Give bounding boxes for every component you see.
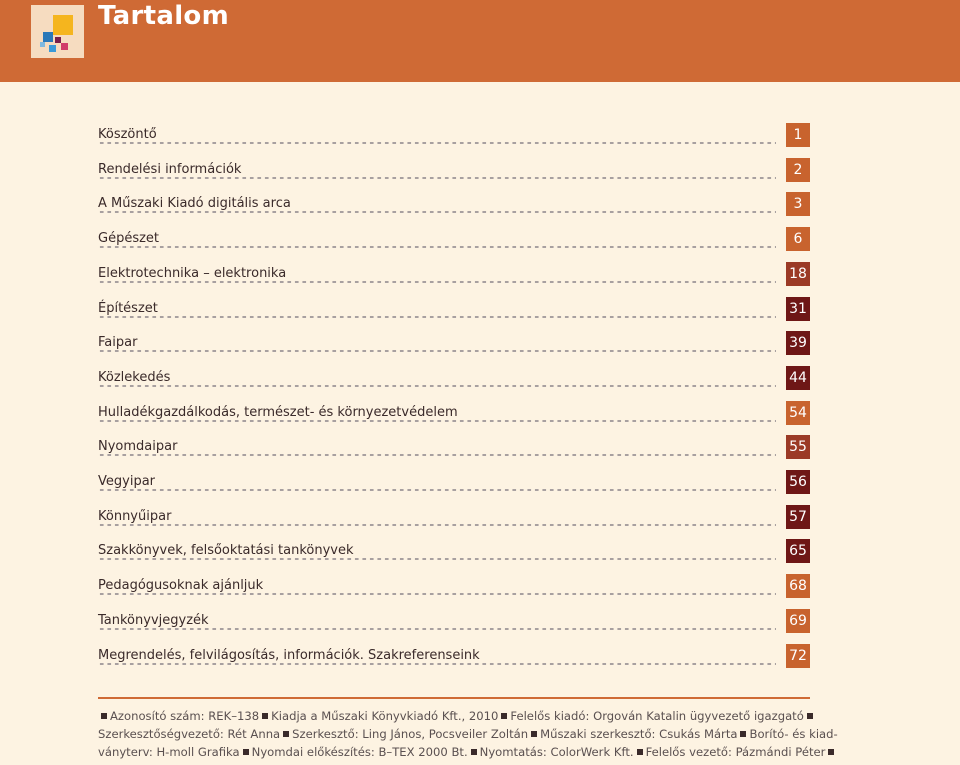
bullet-square-icon <box>740 731 746 737</box>
toc-row[interactable] <box>98 500 810 534</box>
imprint-item: Szerkesztőségvezető: Rét Anna <box>98 727 281 741</box>
toc-row[interactable] <box>98 534 810 568</box>
toc-row[interactable] <box>98 639 810 673</box>
bullet-square-icon <box>262 713 268 719</box>
page-number-badge: 18 <box>786 262 810 286</box>
toc-entry-label: Építészet <box>98 301 161 316</box>
imprint-item: Kiadja a Műszaki Könyvkiadó Kft., 2010 <box>271 709 499 723</box>
bullet-square-icon <box>101 713 107 719</box>
imprint-item: Borító- és kiad- <box>749 727 838 741</box>
toc-row[interactable] <box>98 465 810 499</box>
dot-leader <box>98 489 776 491</box>
page-number-badge: 57 <box>786 505 810 529</box>
imprint-line <box>98 707 810 725</box>
toc-entry-label: Gépészet <box>98 231 162 246</box>
bullet-square-icon <box>807 713 813 719</box>
dot-leader <box>98 211 776 213</box>
page-number-badge: 56 <box>786 470 810 494</box>
toc-row[interactable] <box>98 222 810 256</box>
publisher-logo-icon <box>31 5 84 58</box>
imprint-line <box>98 725 838 743</box>
page-number-badge: 3 <box>786 192 810 216</box>
imprint-line <box>98 743 826 761</box>
imprint-item: Felelős kiadó: Orgován Katalin ügyvezető igazgató <box>510 709 804 723</box>
toc-row[interactable] <box>98 569 810 603</box>
page-number-badge: 2 <box>786 158 810 182</box>
dot-leader <box>98 246 776 248</box>
toc-row[interactable] <box>98 604 810 638</box>
toc-entry-label: A Műszaki Kiadó digitális arca <box>98 196 294 211</box>
toc-row[interactable] <box>98 396 810 430</box>
toc-entry-label: Hulladékgazdálkodás, természet- és környezetvédelem <box>98 405 461 420</box>
dot-leader <box>98 524 776 526</box>
dot-leader <box>98 628 776 630</box>
imprint-item: Azonosító szám: REK–138 <box>110 709 260 723</box>
toc-entry-label: Tankönyvjegyzék <box>98 613 212 628</box>
bullet-square-icon <box>637 749 643 755</box>
toc-entry-label: Pedagógusoknak ajánljuk <box>98 578 266 593</box>
dot-leader <box>98 593 776 595</box>
bullet-square-icon <box>243 749 249 755</box>
toc-entry-label: Vegyipar <box>98 474 158 489</box>
toc-entry-label: Rendelési információk <box>98 162 244 177</box>
dot-leader <box>98 350 776 352</box>
toc-row[interactable] <box>98 326 810 360</box>
page-number-badge: 44 <box>786 366 810 390</box>
page-number-badge: 68 <box>786 574 810 598</box>
imprint-item: Felelős vezető: Pázmándi Péter <box>645 745 826 759</box>
toc-entry-label: Köszöntő <box>98 127 160 142</box>
toc-row[interactable] <box>98 430 810 464</box>
dot-leader <box>98 420 776 422</box>
toc-entry-label: Elektrotechnika – elektronika <box>98 266 289 281</box>
bullet-square-icon <box>531 731 537 737</box>
footer-divider <box>98 697 810 699</box>
imprint-item: Nyomtatás: ColorWerk Kft. <box>479 745 634 759</box>
toc-row[interactable] <box>98 292 810 326</box>
imprint-item: Műszaki szerkesztő: Csukás Márta <box>540 727 738 741</box>
dot-leader <box>98 142 776 144</box>
page-number-badge: 6 <box>786 227 810 251</box>
dot-leader <box>98 663 776 665</box>
page-number-badge: 54 <box>786 401 810 425</box>
bullet-square-icon <box>283 731 289 737</box>
header-bar <box>0 0 960 82</box>
page-number-badge: 1 <box>786 123 810 147</box>
bullet-square-icon <box>471 749 477 755</box>
dot-leader <box>98 454 776 456</box>
toc-row[interactable] <box>98 361 810 395</box>
toc-entry-label: Nyomdaipar <box>98 439 180 454</box>
toc-row[interactable] <box>98 153 810 187</box>
bullet-square-icon <box>828 749 834 755</box>
page-number-badge: 31 <box>786 297 810 321</box>
dot-leader <box>98 558 776 560</box>
dot-leader <box>98 385 776 387</box>
toc-row[interactable] <box>98 257 810 291</box>
imprint-item: Nyomdai előkészítés: B–TEX 2000 Bt. <box>251 745 468 759</box>
page-number-badge: 72 <box>786 644 810 668</box>
page-title: Tartalom <box>98 1 229 31</box>
page-number-badge: 65 <box>786 539 810 563</box>
toc-entry-label: Szakkönyvek, felsőoktatási tankönyvek <box>98 543 357 558</box>
imprint-item: ványterv: H-moll Grafika <box>98 745 240 759</box>
dot-leader <box>98 177 776 179</box>
toc-row[interactable] <box>98 187 810 221</box>
imprint-item: Szerkesztő: Ling János, Pocsveiler Zoltán <box>292 727 529 741</box>
toc-entry-label: Közlekedés <box>98 370 173 385</box>
page-number-badge: 69 <box>786 609 810 633</box>
toc-entry-label: Megrendelés, felvilágosítás, információk. Szakreferenseink <box>98 648 483 663</box>
page-number-badge: 55 <box>786 435 810 459</box>
dot-leader <box>98 316 776 318</box>
bullet-square-icon <box>501 713 507 719</box>
toc-row[interactable] <box>98 118 810 152</box>
page-number-badge: 39 <box>786 331 810 355</box>
imprint-footer <box>98 707 838 761</box>
toc-entry-label: Faipar <box>98 335 140 350</box>
dot-leader <box>98 281 776 283</box>
toc-entry-label: Könnyűipar <box>98 509 174 524</box>
